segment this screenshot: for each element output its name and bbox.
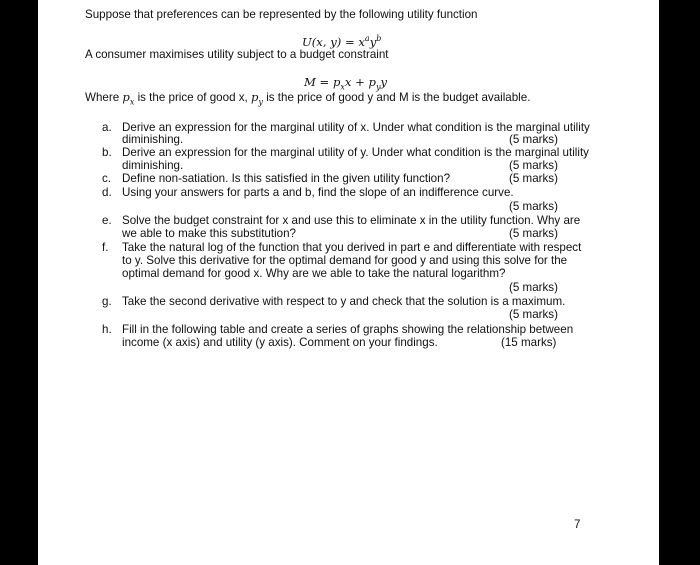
where-text: Where $p_x$ is the price of good x, $p_y$ is the price of good y and M is the budget available. <box>85 90 531 107</box>
item-a-line2: diminishing. <box>122 133 184 146</box>
item-g-marks: (5 marks) <box>509 308 558 321</box>
budget-equation: $M = p_xx + p_yy$ <box>304 75 388 92</box>
item-f-letter: f. <box>102 241 109 254</box>
item-a-letter: a. <box>102 121 112 134</box>
item-c-letter: c. <box>102 172 112 185</box>
item-h-letter: h. <box>102 323 112 336</box>
item-c-marks: (5 marks) <box>509 172 558 185</box>
item-h-line1: Fill in the following table and create a series of graphs showing the relationship between <box>122 323 574 336</box>
document-page <box>38 0 659 565</box>
item-f-marks: (5 marks) <box>509 281 558 294</box>
item-f-line1: Take the natural log of the function that you derived in part e and differentiate with respect <box>122 241 582 254</box>
item-g-letter: g. <box>102 295 112 308</box>
item-e-marks: (5 marks) <box>509 227 558 240</box>
item-b-marks: (5 marks) <box>509 159 558 172</box>
item-d-line1: Using your answers for parts a and b, find the slope of an indifference curve. <box>122 186 514 199</box>
item-a-line1: Derive an expression for the marginal utility of x. Under what condition is the marginal utility <box>122 121 590 134</box>
item-g-line1: Take the second derivative with respect to y and check that the solution is a maximum. <box>122 295 566 308</box>
item-f-line2: to y. Solve this derivative for the optimal demand for good y and using this solve for the <box>122 254 568 267</box>
item-h-line2: income (x axis) and utility (y axis). Comment on your findings. <box>122 336 438 349</box>
item-e-letter: e. <box>102 214 112 227</box>
utility-equation: U(x, $y) = x^ay^b$ <box>302 34 382 49</box>
constraint-text: A consumer maximises utility subject to a budget constraint <box>85 48 389 61</box>
item-h-marks: (15 marks) <box>501 336 557 349</box>
item-f-line3: optimal demand for good x. Why are we able to take the natural logarithm? <box>122 267 506 280</box>
item-e-line1: Solve the budget constraint for x and use this to eliminate x in the utility function. Why are <box>122 214 581 227</box>
intro-text: Suppose that preferences can be represented by the following utility function <box>85 8 478 21</box>
item-d-letter: d. <box>102 186 112 199</box>
item-c-line1: Define non-satiation. Is this satisfied in the given utility function? <box>122 172 451 185</box>
item-b-letter: b. <box>102 146 112 159</box>
item-d-marks: (5 marks) <box>509 200 558 213</box>
item-b-line1: Derive an expression for the marginal utility of y. Under what condition is the marginal utility <box>122 146 589 159</box>
item-a-marks: (5 marks) <box>509 133 558 146</box>
item-b-line2: diminishing. <box>122 159 184 172</box>
page-number: 7 <box>574 518 581 531</box>
item-e-line2: we able to make this substitution? <box>122 227 297 240</box>
